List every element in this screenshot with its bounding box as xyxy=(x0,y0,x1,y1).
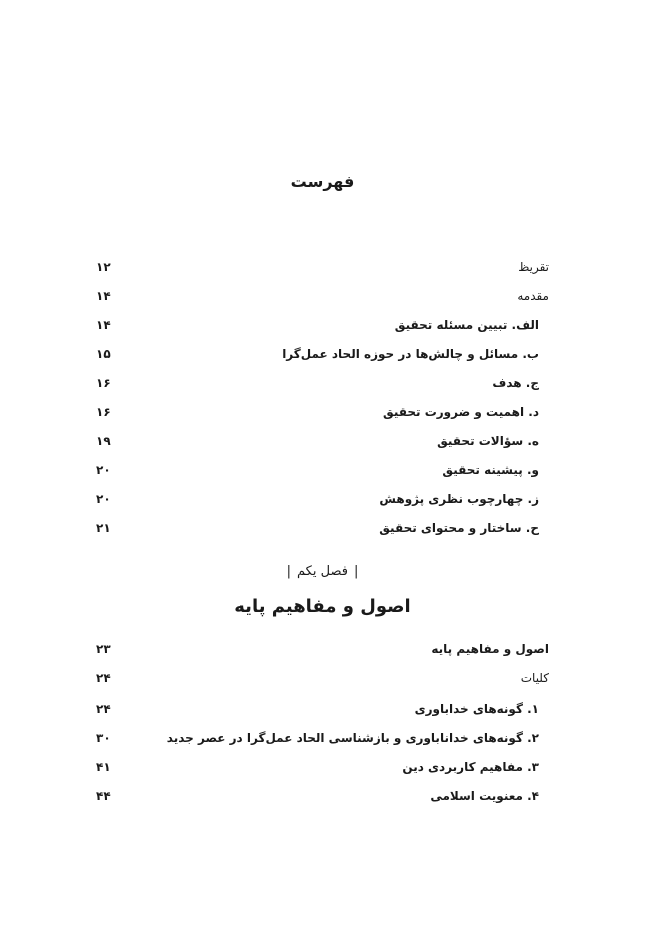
toc-entry-text: ز. چهارچوب نظری پژوهش xyxy=(379,492,539,506)
toc-entry[interactable] xyxy=(96,459,549,481)
toc-entry[interactable] xyxy=(96,785,549,807)
toc-entry[interactable] xyxy=(96,667,549,689)
toc-entry-text: و. پیشینه تحقیق xyxy=(442,463,539,477)
toc-entry[interactable] xyxy=(96,343,549,365)
toc-page-number: ۲۰ xyxy=(96,463,111,477)
page-title: فهرست xyxy=(290,172,355,191)
toc-entry[interactable] xyxy=(96,488,549,510)
toc-entry[interactable] xyxy=(96,314,549,336)
toc-entry-text: ه. سؤالات تحقیق xyxy=(437,434,539,448)
toc-entry-text: ۴. معنویت اسلامی xyxy=(430,789,539,803)
toc-page-number: ۱۶ xyxy=(96,405,111,419)
chapter-title: اصول و مفاهیم پایه xyxy=(234,596,411,617)
toc-entry-text: د. اهمیت و ضرورت تحقیق xyxy=(383,405,539,419)
toc-entry-text: ۳. مفاهیم کاربردی دین xyxy=(402,760,539,774)
toc-entry[interactable] xyxy=(96,727,549,749)
toc-entry-text: ۱. گونه‌های خداباوری xyxy=(414,702,539,716)
toc-page-number: ۱۶ xyxy=(96,376,111,390)
toc-entry[interactable] xyxy=(96,430,549,452)
toc-entry[interactable] xyxy=(96,372,549,394)
toc-entry-text: ح. ساختار و محتوای تحقیق xyxy=(379,521,539,535)
toc-entry[interactable] xyxy=(96,256,549,278)
toc-page-number: ۱۹ xyxy=(96,434,111,448)
toc-page-number: ۱۴ xyxy=(96,289,111,303)
divider: | xyxy=(286,564,292,579)
toc-entry-text: مقدمه xyxy=(517,289,549,303)
toc-entry-text: ۲. گونه‌های خداناباوری و بازشناسی الحاد عمل‌گرا در عصر جدید xyxy=(166,731,539,745)
toc-page-number: ۴۱ xyxy=(96,760,111,774)
toc-entry[interactable] xyxy=(96,756,549,778)
toc-entry-text: ج. هدف xyxy=(492,376,539,390)
toc-page-number: ۱۲ xyxy=(96,260,111,274)
toc-entry-text: الف. تبیین مسئله تحقیق xyxy=(394,318,539,332)
toc-page-number: ۴۴ xyxy=(96,789,111,803)
divider: | xyxy=(353,564,359,579)
toc-entry[interactable] xyxy=(96,698,549,720)
toc-entry-text: ب. مسائل و چالش‌ها در حوزه الحاد عمل‌گرا xyxy=(282,347,539,361)
toc-entry[interactable] xyxy=(96,401,549,423)
toc-page-number: ۱۵ xyxy=(96,347,111,361)
chapter-label xyxy=(0,564,645,579)
toc-entry-text: کلیات xyxy=(520,671,549,685)
toc-entry-text: تقریظ xyxy=(518,260,549,274)
toc-page-number: ۲۴ xyxy=(96,671,111,685)
toc-entry[interactable] xyxy=(96,638,549,660)
toc-entry[interactable] xyxy=(96,285,549,307)
toc-page-number: ۲۴ xyxy=(96,702,111,716)
toc-page-number: ۲۳ xyxy=(96,642,111,656)
toc-page-number: ۳۰ xyxy=(96,731,111,745)
toc-page-number: ۲۱ xyxy=(96,521,111,535)
chapter-number: فصل یکم xyxy=(297,564,348,579)
toc-page-number: ۱۴ xyxy=(96,318,111,332)
toc-entry-text: اصول و مفاهیم پایه xyxy=(431,642,549,656)
toc-page-number: ۲۰ xyxy=(96,492,111,506)
toc-entry[interactable] xyxy=(96,517,549,539)
